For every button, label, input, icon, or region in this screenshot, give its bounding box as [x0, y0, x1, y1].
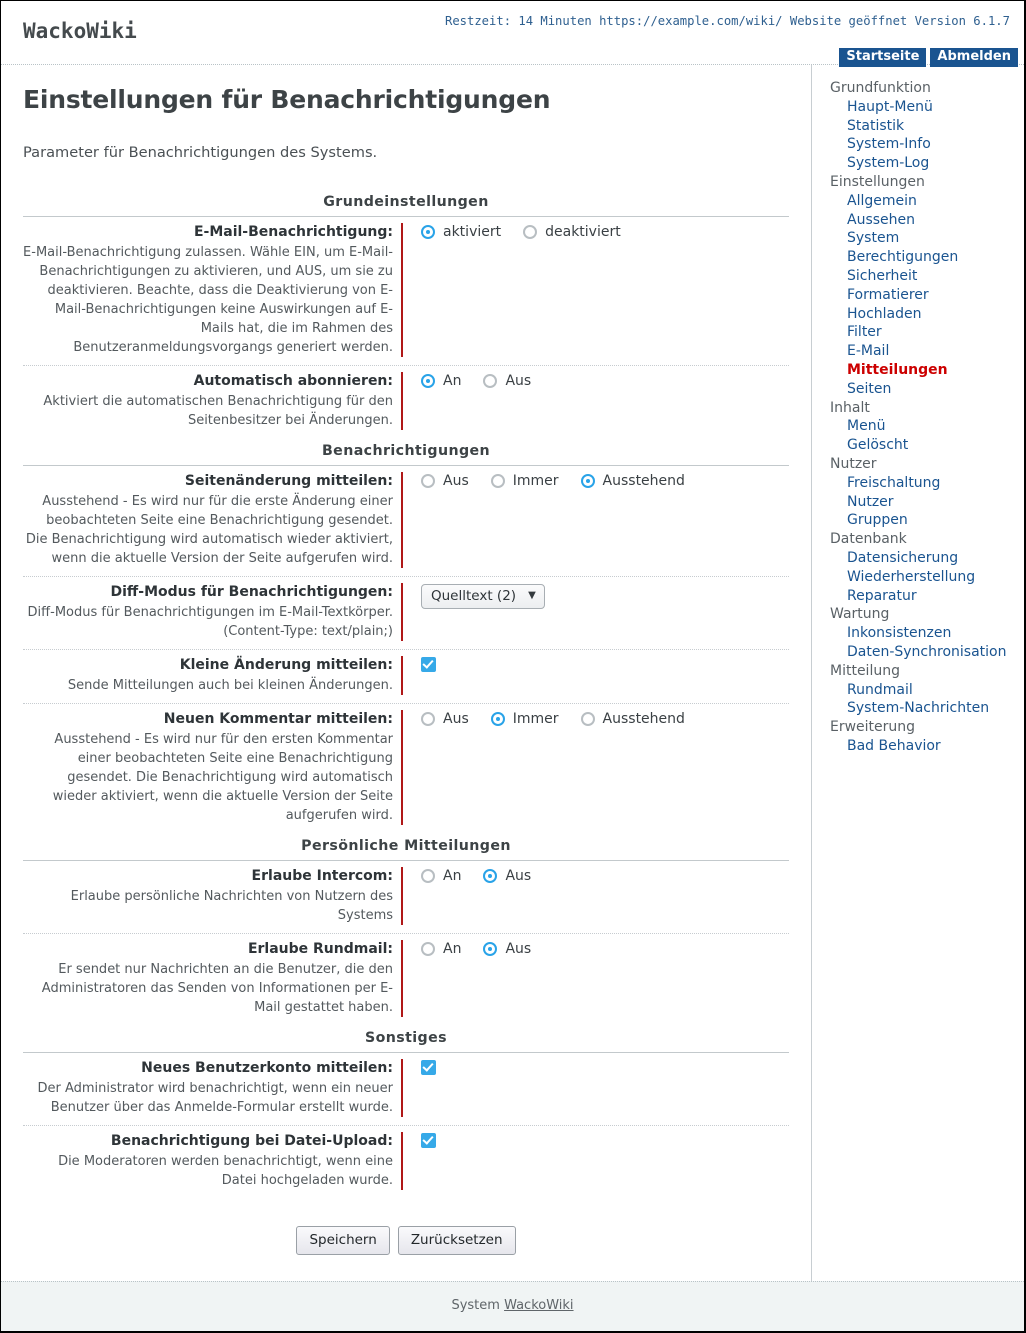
radio-option[interactable] [421, 711, 469, 727]
radio-unselected-icon[interactable] [421, 942, 435, 956]
radio-selected-icon[interactable] [421, 374, 435, 388]
radio-option[interactable] [523, 224, 621, 240]
sidebar-item-e-mail[interactable]: E-Mail [847, 343, 890, 360]
setting-description: Der Administrator wird benachrichtigt, wenn ein neuer Benutzer über das Anmelde-Formular erstellt wurde. [37, 1081, 393, 1115]
setting-description: Diff-Modus für Benachrichtigungen im E-Mail-Textkörper. (Content-Type: text/plain;) [27, 605, 393, 639]
setting-label: Diff-Modus für Benachrichtigungen: [110, 584, 393, 600]
radio-option-label: Aus [505, 373, 532, 389]
sidebar-item-daten-synchronisation[interactable]: Daten-Synchronisation [847, 643, 1007, 660]
section-heading: Sonstiges [365, 1030, 447, 1046]
body-wrap [1, 65, 1024, 1281]
radio-unselected-icon[interactable] [421, 474, 435, 488]
sidebar-item-reparatur[interactable]: Reparatur [847, 587, 917, 604]
sidebar-item-rundmail[interactable]: Rundmail [847, 681, 913, 698]
radio-option-label: Ausstehend [602, 473, 685, 489]
sidebar-group-title: Datenbank [830, 531, 907, 548]
sidebar-group-title: Nutzer [830, 455, 877, 472]
checkbox-checked-icon[interactable] [421, 1060, 436, 1075]
setting-label: Erlaube Intercom: [251, 868, 393, 884]
radio-group [421, 473, 789, 489]
sidebar-group-title: Einstellungen [830, 173, 925, 190]
sidebar-item-gel-scht[interactable]: Gelöscht [847, 437, 909, 454]
sidebar-item-sicherheit[interactable]: Sicherheit [847, 267, 918, 284]
settings-row-label [23, 1132, 403, 1190]
settings-row-label [23, 472, 403, 568]
sidebar-item-seiten[interactable]: Seiten [847, 380, 892, 397]
sidebar-item-formatierer[interactable]: Formatierer [847, 286, 929, 303]
sidebar-item-wiederherstellung[interactable]: Wiederherstellung [847, 568, 976, 585]
sidebar-item-system-info[interactable]: System-Info [847, 136, 931, 153]
section-rows [23, 216, 789, 438]
settings-form [23, 189, 789, 1198]
radio-option-label: An [443, 941, 462, 957]
sidebar-item-hochladen[interactable]: Hochladen [847, 305, 922, 322]
radio-option[interactable] [483, 373, 531, 389]
setting-description: E-Mail-Benachrichtigung zulassen. Wähle EIN, um E-Mail-Benachrichtigungen zu aktivieren, und AUS, um sie zu deaktivieren. Beachte, dass die Deaktivierung von E-Mail-Benachrichtigungen keine Auswirkungen auf E-Mails hat, die im Rahmen des Benutzeranmeldungsvorgangs generiert werden. [23, 245, 393, 355]
setting-description: Er sendet nur Nachrichten an die Benutzer, die den Administratoren das Senden von Informationen per E-Mail gestattet haben. [41, 962, 393, 1015]
settings-row [23, 366, 789, 438]
nav-abmelden-button[interactable]: Abmelden [930, 48, 1018, 67]
sidebar-item-system-log[interactable]: System-Log [847, 155, 930, 172]
settings-row-label [23, 867, 403, 925]
section-rows [23, 1052, 789, 1198]
settings-row-label [23, 656, 403, 695]
radio-unselected-icon[interactable] [581, 712, 595, 726]
sidebar-item-haupt-men[interactable]: Haupt-Menü [847, 98, 933, 115]
sidebar-group-title: Erweiterung [830, 719, 916, 736]
setting-label: E-Mail-Benachrichtigung: [193, 224, 393, 240]
sidebar-nav [830, 79, 1014, 756]
section-heading: Grundeinstellungen [323, 194, 489, 210]
settings-row [23, 704, 789, 833]
reset-button[interactable]: Zurücksetzen [398, 1226, 516, 1255]
sidebar-item-inkonsistenzen[interactable]: Inkonsistenzen [847, 625, 952, 642]
setting-description: Ausstehend - Es wird nur für den ersten Kommentar einer beobachteten Seite eine Benachrichtigung gesendet. Die Benachrichtigung wird automatisch wieder aktiviert, wenn die aktuelle Version der Seite aufgerufen wird. [52, 732, 393, 823]
sidebar-item-freischaltung[interactable]: Freischaltung [847, 474, 941, 491]
radio-unselected-icon[interactable] [421, 712, 435, 726]
radio-option[interactable] [421, 473, 469, 489]
sidebar-item-nutzer[interactable]: Nutzer [847, 493, 894, 510]
radio-selected-icon[interactable] [421, 225, 435, 239]
settings-row-value [403, 940, 789, 1017]
setting-description: Ausstehend - Es wird nur für die erste Änderung einer beobachteten Seite eine Benachrichtigung gesendet. Die Benachrichtigung wird automatisch wieder aktiviert, wenn die aktuelle Version der Seite aufgerufen wird. [25, 494, 393, 566]
radio-selected-icon[interactable] [483, 869, 497, 883]
select-value: Quelltext (2) [431, 588, 517, 604]
settings-row-label [23, 1059, 403, 1117]
footer-prefix: System [451, 1298, 500, 1313]
setting-description: Aktiviert die automatischen Benachrichtigung für den Seitenbesitzer bei Änderungen. [43, 394, 393, 428]
radio-option[interactable] [421, 868, 461, 884]
radio-option[interactable] [581, 473, 685, 489]
radio-option-label: Aus [505, 868, 532, 884]
sidebar-item-men[interactable]: Menü [847, 418, 886, 435]
settings-row-label [23, 710, 403, 825]
radio-selected-icon[interactable] [581, 474, 595, 488]
settings-row-value [403, 867, 789, 925]
settings-row-value [403, 1059, 789, 1117]
radio-option-label: An [443, 373, 462, 389]
save-button[interactable]: Speichern [296, 1226, 389, 1255]
radio-group [421, 373, 789, 389]
diff-mode-select[interactable] [421, 584, 545, 609]
settings-row-label [23, 223, 403, 357]
section-rows [23, 465, 789, 833]
radio-group [421, 711, 789, 727]
settings-row-value [403, 656, 789, 695]
page-intro: Parameter für Benachrichtigungen des Systems. [23, 144, 378, 161]
setting-label: Erlaube Rundmail: [247, 941, 393, 957]
radio-option-label: Aus [443, 711, 469, 727]
sidebar-item-system[interactable]: System [847, 230, 900, 247]
settings-row-value [403, 223, 789, 357]
sidebar-item-mitteilungen[interactable]: Mitteilungen [847, 361, 948, 378]
nav-startseite-button[interactable]: Startseite [839, 48, 926, 67]
radio-option[interactable] [421, 224, 501, 240]
settings-row-value [403, 472, 789, 568]
radio-unselected-icon[interactable] [523, 225, 537, 239]
sidebar-item-berechtigungen[interactable]: Berechtigungen [847, 249, 959, 266]
admin-sidebar [811, 65, 1024, 1281]
checkbox-checked-icon[interactable] [421, 657, 436, 672]
radio-option-label: An [443, 868, 462, 884]
site-title: WackoWiki [23, 19, 137, 43]
settings-row-label [23, 372, 403, 430]
radio-option[interactable] [421, 373, 461, 389]
radio-group [421, 224, 789, 240]
checkbox-checked-icon[interactable] [421, 1133, 436, 1148]
settings-row-value [403, 1132, 789, 1190]
chevron-down-icon: ▼ [528, 590, 536, 601]
sidebar-group-title: Grundfunktion [830, 80, 931, 96]
radio-option-label: Aus [443, 473, 469, 489]
settings-row [23, 934, 789, 1025]
page-title: Einstellungen für Benachrichtigungen [23, 85, 551, 114]
sidebar-item-allgemein[interactable]: Allgemein [847, 192, 917, 209]
settings-row [23, 650, 789, 704]
form-actions [23, 1226, 789, 1255]
setting-label: Neues Benutzerkonto mitteilen: [141, 1060, 393, 1076]
radio-option[interactable] [483, 941, 531, 957]
settings-row-label [23, 583, 403, 641]
settings-row-value [403, 710, 789, 825]
header-status-info: Restzeit: 14 Minuten https://example.com/wiki/ Website geöffnet Version 6.1.7 [445, 14, 1010, 28]
radio-option[interactable] [581, 711, 685, 727]
sidebar-item-filter[interactable]: Filter [847, 324, 882, 341]
settings-row [23, 466, 789, 577]
radio-unselected-icon[interactable] [483, 374, 497, 388]
radio-option-label: aktiviert [443, 224, 502, 240]
section-heading: Persönliche Mitteilungen [301, 838, 511, 854]
setting-description: Erlaube persönliche Nachrichten von Nutzern des Systems [70, 889, 393, 923]
radio-group [421, 868, 789, 884]
settings-row [23, 217, 789, 366]
sidebar-item-gruppen[interactable]: Gruppen [847, 512, 908, 529]
sidebar-item-system-nachrichten[interactable]: System-Nachrichten [847, 700, 990, 717]
setting-label: Kleine Änderung mitteilen: [179, 657, 393, 673]
settings-row [23, 861, 789, 934]
radio-option-label: Aus [505, 941, 532, 957]
settings-row [23, 1053, 789, 1126]
radio-option-label: deaktiviert [545, 224, 621, 240]
settings-row-value [403, 583, 789, 641]
setting-label: Automatisch abonnieren: [193, 373, 393, 389]
radio-group [421, 941, 789, 957]
setting-label: Neuen Kommentar mitteilen: [163, 711, 393, 727]
sidebar-item-aussehen[interactable]: Aussehen [847, 211, 916, 228]
setting-label: Seitenänderung mitteilen: [184, 473, 393, 489]
radio-selected-icon[interactable] [483, 942, 497, 956]
radio-unselected-icon[interactable] [491, 474, 505, 488]
settings-row-value [403, 372, 789, 430]
header-nav [839, 48, 1018, 67]
setting-label: Benachrichtigung bei Datei-Upload: [110, 1133, 393, 1149]
main-content [1, 65, 811, 1281]
setting-description: Sende Mitteilungen auch bei kleinen Änderungen. [67, 678, 393, 693]
sidebar-group-title: Mitteilung [830, 662, 900, 679]
settings-row [23, 577, 789, 650]
sidebar-item-statistik[interactable]: Statistik [847, 117, 905, 134]
radio-option-label: Immer [512, 711, 559, 727]
radio-option-label: Immer [512, 473, 559, 489]
footer-wackowiki-link[interactable]: WackoWiki [504, 1298, 574, 1313]
settings-row-label [23, 940, 403, 1017]
site-footer [1, 1281, 1024, 1331]
sidebar-item-bad-behavior[interactable]: Bad Behavior [847, 737, 941, 754]
sidebar-item-datensicherung[interactable]: Datensicherung [847, 549, 959, 566]
radio-option-label: Ausstehend [602, 711, 685, 727]
radio-selected-icon[interactable] [491, 712, 505, 726]
radio-option[interactable] [421, 941, 461, 957]
settings-row [23, 1126, 789, 1198]
setting-description: Die Moderatoren werden benachrichtigt, wenn eine Datei hochgeladen wurde. [58, 1154, 393, 1188]
sidebar-group-title: Inhalt [830, 399, 870, 416]
radio-option[interactable] [491, 473, 559, 489]
radio-option[interactable] [491, 711, 559, 727]
sidebar-group-title: Wartung [830, 606, 890, 623]
radio-option[interactable] [483, 868, 531, 884]
site-header [1, 1, 1024, 65]
section-heading: Benachrichtigungen [321, 443, 491, 459]
section-rows [23, 860, 789, 1025]
radio-unselected-icon[interactable] [421, 869, 435, 883]
